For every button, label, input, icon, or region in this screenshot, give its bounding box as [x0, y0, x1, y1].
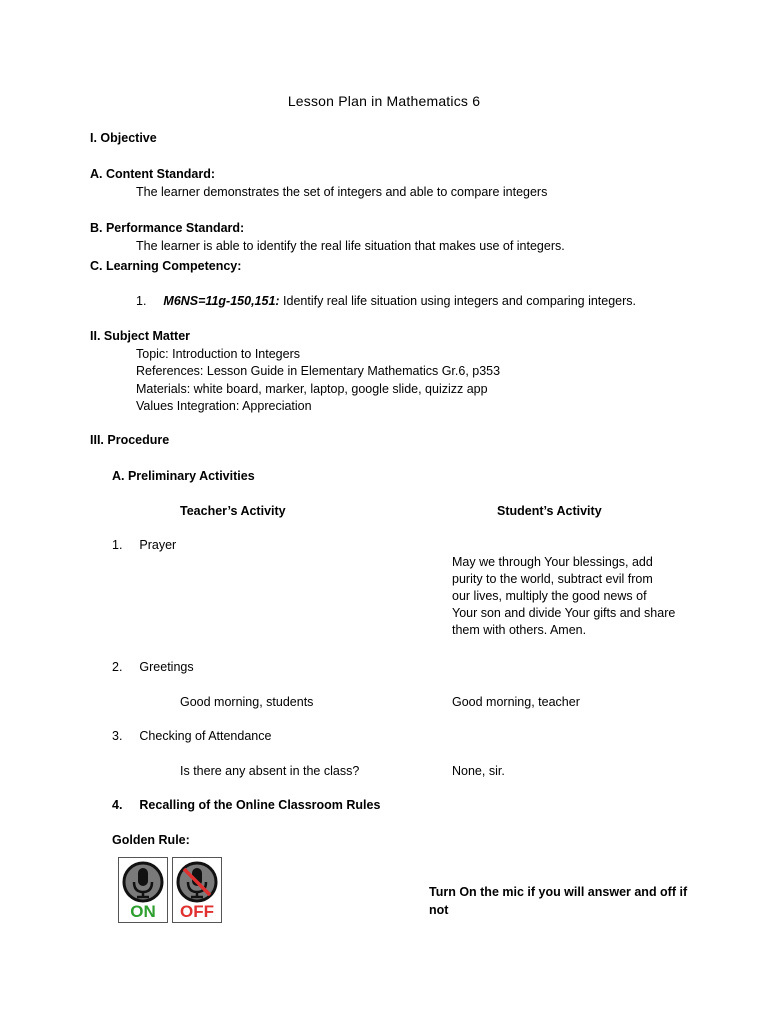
prayer-line: purity to the world, subtract evil from	[452, 572, 653, 586]
mic-on-label: ON	[130, 902, 156, 921]
golden-rule-line-1: Turn On the mic if you will answer and off if	[429, 885, 688, 899]
prayer-item	[112, 537, 176, 554]
rules-label: Recalling of the Online Classroom Rules	[139, 798, 381, 812]
greetings-label: Greetings	[139, 660, 194, 674]
greetings-item	[112, 659, 194, 676]
mic-off-label: OFF	[180, 902, 214, 921]
prayer-number: 1.	[112, 538, 123, 552]
performance-standard-text: The learner is able to identify the real life situation that makes use of integers.	[136, 239, 565, 253]
competency-code: M6NS=11g-150,151:	[163, 294, 280, 308]
attendance-teacher: Is there any absent in the class?	[180, 764, 360, 778]
student-activity-header: Student’s Activity	[497, 504, 602, 518]
prayer-line: Your son and divide Your gifts and share	[452, 606, 676, 620]
learning-competency-label: C. Learning Competency:	[90, 259, 242, 273]
greetings-number: 2.	[112, 660, 123, 674]
attendance-item	[112, 728, 271, 745]
competency-item	[136, 293, 636, 310]
references-line: References: Lesson Guide in Elementary Mathematics Gr.6, p353	[136, 364, 501, 378]
values-line: Values Integration: Appreciation	[136, 399, 312, 413]
procedure-heading: III. Procedure	[90, 433, 170, 447]
materials-line: Materials: white board, marker, laptop, google slide, quizizz app	[136, 382, 488, 396]
content-standard-text: The learner demonstrates the set of integers and able to compare integers	[136, 185, 548, 199]
objective-heading: I. Objective	[90, 131, 157, 145]
competency-number: 1.	[136, 294, 147, 308]
competency-text: Identify real life situation using integers and comparing integers.	[279, 294, 637, 308]
prayer-line: our lives, multiply the good news of	[452, 589, 647, 603]
greetings-teacher: Good morning, students	[180, 695, 314, 709]
topic-line: Topic: Introduction to Integers	[136, 347, 300, 361]
teacher-activity-header: Teacher’s Activity	[180, 504, 286, 518]
prayer-label: Prayer	[139, 538, 177, 552]
prayer-line: them with others. Amen.	[452, 623, 587, 637]
golden-rule-label: Golden Rule:	[112, 833, 190, 847]
prayer-student-response	[452, 554, 675, 639]
rules-item	[112, 797, 380, 814]
content-standard-label: A. Content Standard:	[90, 167, 215, 181]
prayer-line: May we through Your blessings, add	[452, 555, 653, 569]
performance-standard-label: B. Performance Standard:	[90, 221, 245, 235]
mic-off-icon	[172, 857, 222, 923]
golden-rule-line-2: not	[429, 903, 449, 917]
subject-matter-heading: II. Subject Matter	[90, 329, 191, 343]
attendance-student: None, sir.	[452, 764, 505, 778]
attendance-label: Checking of Attendance	[139, 729, 272, 743]
page-title: Lesson Plan in Mathematics 6	[287, 93, 481, 109]
mic-on-icon	[118, 857, 168, 923]
greetings-student: Good morning, teacher	[452, 695, 580, 709]
rules-number: 4.	[112, 798, 123, 812]
attendance-number: 3.	[112, 729, 123, 743]
preliminary-activities-heading: A. Preliminary Activities	[112, 469, 255, 483]
